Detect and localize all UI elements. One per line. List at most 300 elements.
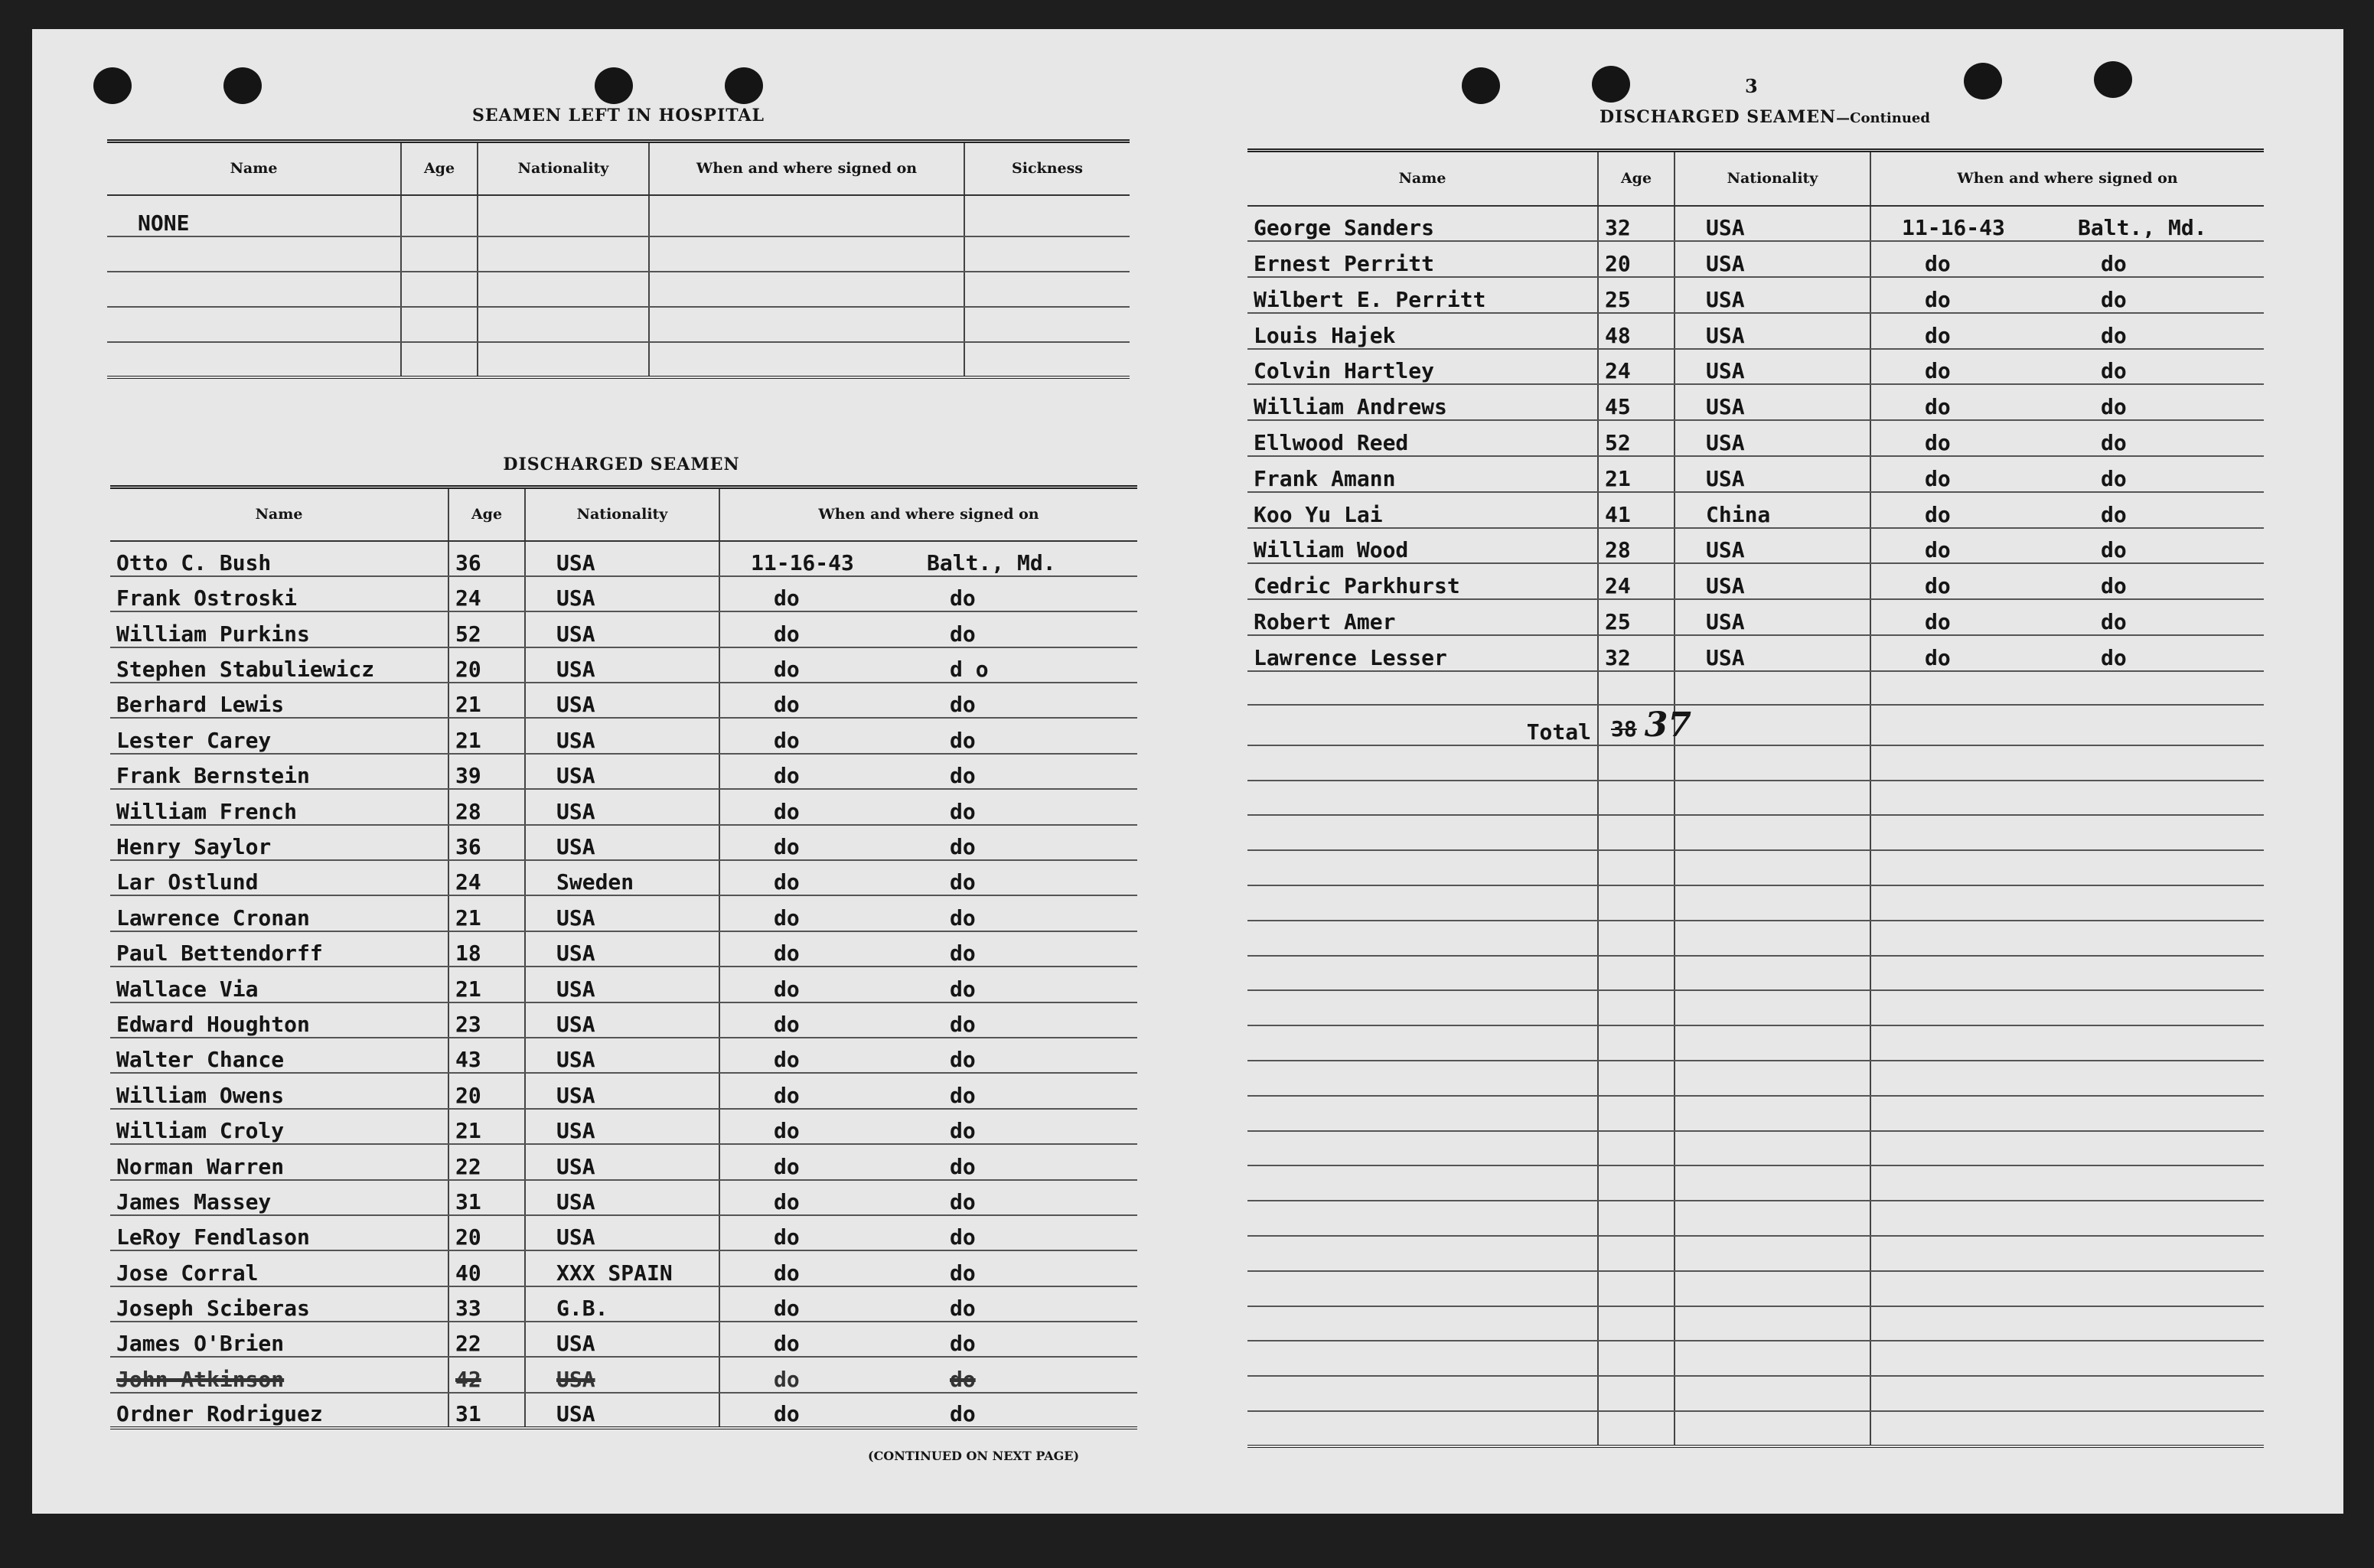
total-struck-value: 38	[1611, 716, 1637, 742]
col-header-signed-on: When and where signed on	[649, 142, 964, 195]
signed-date: do	[774, 727, 800, 753]
seaman-name: Edward Houghton	[110, 1002, 448, 1038]
seaman-age: 42	[448, 1357, 525, 1392]
blank-row	[1247, 1165, 2264, 1201]
continued-section-title	[1251, 107, 2279, 127]
blank-row	[1247, 990, 2264, 1025]
signed-date: do	[774, 1401, 800, 1427]
seaman-name: Frank Bernstein	[110, 754, 448, 789]
table-row	[110, 1322, 1137, 1357]
signed-date: do	[1925, 609, 1951, 635]
seaman-signed-on	[719, 895, 1137, 931]
seaman-signed-on	[1870, 528, 2264, 564]
seaman-name: William Owens	[110, 1073, 448, 1108]
signed-date: do	[774, 940, 800, 967]
seaman-age: 40	[448, 1250, 525, 1286]
seaman-signed-on	[1870, 384, 2264, 420]
seaman-age: 24	[448, 576, 525, 611]
blank-row	[1247, 956, 2264, 991]
seaman-name: Wallace Via	[110, 967, 448, 1002]
col-header-sickness: Sickness	[964, 142, 1130, 195]
seaman-age: 18	[448, 931, 525, 967]
blank-row	[1247, 1376, 2264, 1411]
seaman-age: 32	[1598, 206, 1675, 242]
signed-date: do	[774, 798, 800, 824]
seaman-nationality: USA	[525, 683, 719, 718]
seaman-age: 21	[1598, 456, 1675, 492]
seaman-age: 48	[1598, 313, 1675, 349]
seaman-name: Joseph Sciberas	[110, 1286, 448, 1322]
signed-place: do	[2101, 322, 2127, 348]
col-header-name: Name	[1247, 151, 1598, 206]
signed-date: do	[774, 1366, 800, 1392]
seaman-age: 41	[1598, 492, 1675, 528]
seaman-age: 20	[448, 1215, 525, 1250]
signed-place: do	[950, 1260, 976, 1286]
seaman-nationality: USA	[1675, 599, 1870, 635]
signed-place: do	[950, 1401, 976, 1427]
seaman-name: William Andrews	[1247, 384, 1598, 420]
seaman-name: Paul Bettendorff	[110, 931, 448, 967]
seaman-signed-on	[719, 1038, 1137, 1073]
seaman-age: 21	[448, 1109, 525, 1144]
seaman-signed-on	[719, 611, 1137, 647]
signed-date: do	[1925, 537, 1951, 563]
seaman-nationality: USA	[1675, 277, 1870, 313]
signed-place: do	[950, 1118, 976, 1144]
table-row	[1247, 313, 2264, 349]
seaman-nationality: USA	[1675, 563, 1870, 599]
table-row	[110, 1144, 1137, 1179]
signed-place: do	[950, 585, 976, 611]
signed-place: do	[2101, 609, 2127, 635]
seaman-name: Jose Corral	[110, 1250, 448, 1286]
seaman-age: 45	[1598, 384, 1675, 420]
signed-date: do	[1925, 394, 1951, 420]
seaman-name: Wilbert E. Perritt	[1247, 277, 1598, 313]
signed-place: do	[950, 940, 976, 967]
table-row	[110, 860, 1137, 895]
seaman-age: 52	[448, 611, 525, 647]
seaman-signed-on	[1870, 456, 2264, 492]
seaman-nationality: USA	[525, 541, 719, 576]
seaman-nationality: USA	[1675, 241, 1870, 277]
seaman-name: John Atkinson	[110, 1357, 448, 1392]
signed-date: do	[774, 1011, 800, 1037]
seaman-nationality: USA	[525, 718, 719, 753]
blank-row	[1247, 1236, 2264, 1271]
signed-date: do	[1925, 644, 1951, 670]
table-row	[1247, 420, 2264, 456]
table-row	[1247, 599, 2264, 635]
seaman-name: Colvin Hartley	[1247, 349, 1598, 385]
seaman-signed-on	[1870, 277, 2264, 313]
signed-place: do	[2101, 251, 2127, 277]
seaman-nationality: USA	[525, 1109, 719, 1144]
signed-place: do	[2101, 644, 2127, 670]
seaman-nationality: XXX SPAIN	[525, 1250, 719, 1286]
signed-place: do	[2101, 573, 2127, 599]
table-row	[1247, 206, 2264, 242]
signed-place: do	[950, 1224, 976, 1250]
seaman-name: William Croly	[110, 1109, 448, 1144]
seaman-name: Berhard Lewis	[110, 683, 448, 718]
signed-place: do	[950, 1366, 976, 1392]
seaman-nationality: USA	[1675, 206, 1870, 242]
seaman-name: Cedric Parkhurst	[1247, 563, 1598, 599]
blank-row	[1247, 921, 2264, 956]
table-row	[110, 576, 1137, 611]
binder-hole	[1462, 67, 1500, 104]
signed-date: do	[774, 976, 800, 1002]
signed-place: do	[950, 621, 976, 647]
seaman-age: 21	[448, 895, 525, 931]
signed-date: do	[774, 692, 800, 718]
seaman-signed-on	[719, 1073, 1137, 1108]
signed-date: do	[774, 834, 800, 860]
table-row	[110, 825, 1137, 860]
blank-row	[1247, 1096, 2264, 1131]
signed-place: do	[950, 1011, 976, 1037]
signed-date: do	[1925, 251, 1951, 277]
seaman-age: 31	[448, 1393, 525, 1428]
total-row	[1247, 705, 2264, 745]
seaman-nationality: USA	[1675, 349, 1870, 385]
seaman-signed-on	[719, 1393, 1137, 1428]
page-number: 3	[1745, 75, 1758, 97]
seaman-nationality: USA	[1675, 528, 1870, 564]
seaman-signed-on	[719, 1144, 1137, 1179]
seaman-name: Koo Yu Lai	[1247, 492, 1598, 528]
signed-date: do	[774, 585, 800, 611]
seaman-age: 24	[1598, 349, 1675, 385]
seaman-age: 21	[448, 967, 525, 1002]
seaman-signed-on	[719, 1250, 1137, 1286]
seaman-signed-on	[1870, 563, 2264, 599]
signed-date: do	[1925, 573, 1951, 599]
seaman-name: Lawrence Lesser	[1247, 635, 1598, 671]
seaman-nationality: USA	[525, 895, 719, 931]
signed-date: do	[774, 1153, 800, 1179]
blank-row	[1247, 1061, 2264, 1096]
signed-place: do	[950, 1331, 976, 1357]
signed-place: do	[950, 1047, 976, 1073]
binder-hole	[725, 67, 763, 104]
table-row	[1247, 635, 2264, 671]
col-header-nationality: Nationality	[525, 487, 719, 541]
seaman-age: 28	[1598, 528, 1675, 564]
discharged-section-title: DISCHARGED SEAMEN	[503, 455, 740, 474]
seaman-nationality: USA	[525, 931, 719, 967]
col-header-name: Name	[110, 487, 448, 541]
signed-place: Balt., Md.	[927, 549, 1056, 575]
seaman-name: William Wood	[1247, 528, 1598, 564]
table-row	[110, 789, 1137, 824]
signed-date: do	[1925, 465, 1951, 491]
binder-hole	[1964, 63, 2002, 99]
table-row	[1247, 528, 2264, 564]
table-row	[110, 1109, 1137, 1144]
table-row	[1247, 277, 2264, 313]
continued-title-suffix: —Continued	[1836, 110, 1930, 126]
seaman-age: 32	[1598, 635, 1675, 671]
binder-hole	[223, 67, 262, 104]
signed-place: do	[950, 834, 976, 860]
seaman-signed-on	[719, 1322, 1137, 1357]
seaman-signed-on	[1870, 420, 2264, 456]
seaman-name: Louis Hajek	[1247, 313, 1598, 349]
signed-place: do	[950, 869, 976, 895]
blank-row	[1247, 1341, 2264, 1376]
signed-place: do	[950, 976, 976, 1002]
seaman-age: 22	[448, 1144, 525, 1179]
seaman-age: 21	[448, 718, 525, 753]
seaman-nationality: USA	[525, 1038, 719, 1073]
seaman-nationality: USA	[525, 1357, 719, 1392]
seaman-nationality: USA	[525, 1322, 719, 1357]
table-row	[1247, 456, 2264, 492]
seaman-nationality: USA	[525, 754, 719, 789]
seaman-age: 31	[448, 1180, 525, 1215]
seaman-signed-on	[719, 789, 1137, 824]
blank-row	[1247, 781, 2264, 816]
table-row	[110, 754, 1137, 789]
table-row	[110, 1357, 1137, 1392]
signed-place: do	[2101, 394, 2127, 420]
seaman-signed-on	[719, 1215, 1137, 1250]
seaman-age: 24	[448, 860, 525, 895]
table-row	[1247, 492, 2264, 528]
table-row	[1247, 241, 2264, 277]
signed-date: do	[1925, 322, 1951, 348]
table-row	[110, 895, 1137, 931]
col-header-age: Age	[401, 142, 478, 195]
seaman-signed-on	[719, 1357, 1137, 1392]
signed-date: do	[1925, 358, 1951, 384]
seaman-age: 28	[448, 789, 525, 824]
seaman-nationality: USA	[525, 1002, 719, 1038]
signed-date: do	[774, 1224, 800, 1250]
seaman-age: 21	[448, 683, 525, 718]
seaman-nationality: Sweden	[525, 860, 719, 895]
seaman-signed-on	[719, 825, 1137, 860]
table-row	[1247, 384, 2264, 420]
seaman-age: 20	[448, 647, 525, 683]
seaman-nationality: G.B.	[525, 1286, 719, 1322]
seaman-signed-on	[719, 647, 1137, 683]
signed-date: do	[774, 1118, 800, 1144]
table-row	[110, 683, 1137, 718]
continued-title-main: DISCHARGED SEAMEN	[1600, 107, 1837, 127]
seaman-name: Ordner Rodriguez	[110, 1393, 448, 1428]
seaman-age: 52	[1598, 420, 1675, 456]
signed-date: do	[774, 1260, 800, 1286]
seaman-name: Ellwood Reed	[1247, 420, 1598, 456]
seaman-age: 33	[448, 1286, 525, 1322]
signed-place: do	[2101, 501, 2127, 527]
seaman-name: Stephen Stabuliewicz	[110, 647, 448, 683]
signed-place: do	[950, 763, 976, 789]
table-row	[110, 718, 1137, 753]
seaman-age: 36	[448, 825, 525, 860]
seaman-signed-on	[719, 541, 1137, 576]
signed-date: 11-16-43	[1902, 215, 2005, 241]
blank-row	[1247, 1271, 2264, 1306]
seaman-name: Norman Warren	[110, 1144, 448, 1179]
signed-place: do	[950, 905, 976, 931]
signed-place: do	[950, 727, 976, 753]
signed-place: do	[2101, 358, 2127, 384]
table-row	[110, 1038, 1137, 1073]
seaman-signed-on	[719, 967, 1137, 1002]
seaman-name: LeRoy Fendlason	[110, 1215, 448, 1250]
signed-date: do	[1925, 286, 1951, 312]
blank-row	[1247, 850, 2264, 885]
seaman-age: 39	[448, 754, 525, 789]
seaman-name: Lar Ostlund	[110, 860, 448, 895]
seaman-name: William Purkins	[110, 611, 448, 647]
seaman-age: 36	[448, 541, 525, 576]
seaman-nationality: USA	[525, 1393, 719, 1428]
table-row	[110, 967, 1137, 1002]
table-row	[110, 1180, 1137, 1215]
table-row	[110, 647, 1137, 683]
seaman-name: Otto C. Bush	[110, 541, 448, 576]
signed-date: do	[774, 869, 800, 895]
col-header-signed-on: When and where signed on	[1870, 151, 2264, 206]
seaman-nationality: USA	[1675, 313, 1870, 349]
blank-row	[1247, 1411, 2264, 1446]
seaman-name: Walter Chance	[110, 1038, 448, 1073]
seaman-name: Frank Ostroski	[110, 576, 448, 611]
seaman-age: 24	[1598, 563, 1675, 599]
blank-row	[1247, 745, 2264, 781]
seaman-signed-on	[719, 931, 1137, 967]
signed-date: do	[774, 1047, 800, 1073]
signed-place: do	[950, 798, 976, 824]
table-row	[110, 1286, 1137, 1322]
seaman-age: 23	[448, 1002, 525, 1038]
seaman-nationality: China	[1675, 492, 1870, 528]
seaman-nationality: USA	[525, 1144, 719, 1179]
seaman-name: James O'Brien	[110, 1322, 448, 1357]
seaman-nationality: USA	[525, 789, 719, 824]
signed-date: 11-16-43	[751, 549, 854, 575]
signed-place: do	[950, 1296, 976, 1322]
seaman-nationality: USA	[1675, 384, 1870, 420]
seaman-name: Lawrence Cronan	[110, 895, 448, 931]
seaman-signed-on	[1870, 313, 2264, 349]
table-row	[110, 541, 1137, 576]
discharged-continued-table	[1247, 148, 2264, 1448]
signed-place: do	[950, 692, 976, 718]
signed-place: do	[950, 1153, 976, 1179]
col-header-nationality: Nationality	[1675, 151, 1870, 206]
blank-row	[1247, 815, 2264, 850]
seaman-nationality: USA	[525, 1215, 719, 1250]
table-row	[110, 1393, 1137, 1428]
table-row	[110, 931, 1137, 967]
seaman-signed-on	[1870, 241, 2264, 277]
signed-date: do	[774, 1082, 800, 1108]
seaman-nationality: USA	[525, 1073, 719, 1108]
blank-row	[1247, 1201, 2264, 1236]
total-value: 37	[1644, 705, 1691, 745]
signed-date: do	[774, 763, 800, 789]
seaman-signed-on	[1870, 349, 2264, 385]
signed-date: do	[1925, 430, 1951, 456]
seaman-name: Robert Amer	[1247, 599, 1598, 635]
blank-row	[1247, 1025, 2264, 1061]
seaman-nationality: USA	[525, 825, 719, 860]
seaman-signed-on	[1870, 599, 2264, 635]
binder-hole	[93, 67, 132, 104]
seaman-age: 43	[448, 1038, 525, 1073]
signed-place: Balt., Md.	[2078, 215, 2207, 241]
table-row	[110, 1073, 1137, 1108]
seaman-nationality: USA	[1675, 635, 1870, 671]
seaman-name: Frank Amann	[1247, 456, 1598, 492]
seaman-name: Ernest Perritt	[1247, 241, 1598, 277]
seaman-age: 25	[1598, 277, 1675, 313]
hospital-table	[107, 139, 1130, 379]
binder-hole	[1592, 66, 1630, 103]
hospital-section-title: SEAMEN LEFT IN HOSPITAL	[472, 106, 765, 126]
seaman-signed-on	[719, 718, 1137, 753]
signed-date: do	[1925, 501, 1951, 527]
seaman-nationality: USA	[525, 611, 719, 647]
signed-place: do	[2101, 537, 2127, 563]
seaman-name: William French	[110, 789, 448, 824]
binder-hole	[595, 67, 633, 104]
seaman-signed-on	[1870, 206, 2264, 242]
signed-date: do	[774, 905, 800, 931]
signed-place: do	[950, 1188, 976, 1214]
total-label: Total	[1526, 719, 1591, 745]
seaman-name: James Massey	[110, 1180, 448, 1215]
table-row	[1247, 349, 2264, 385]
seaman-signed-on	[719, 1286, 1137, 1322]
seaman-age: 20	[448, 1073, 525, 1108]
crew-list-sheet	[32, 29, 2343, 1514]
seaman-signed-on	[719, 683, 1137, 718]
signed-place: do	[950, 1082, 976, 1108]
blank-row	[1247, 671, 2264, 705]
col-header-name: Name	[107, 142, 401, 195]
seaman-signed-on	[719, 754, 1137, 789]
seaman-name: George Sanders	[1247, 206, 1598, 242]
seaman-age: 20	[1598, 241, 1675, 277]
seaman-name: Henry Saylor	[110, 825, 448, 860]
seaman-signed-on	[719, 860, 1137, 895]
table-row	[110, 1215, 1137, 1250]
seaman-nationality: USA	[1675, 420, 1870, 456]
seaman-nationality: USA	[525, 647, 719, 683]
signed-date: do	[774, 1331, 800, 1357]
signed-place: do	[2101, 465, 2127, 491]
signed-date: do	[774, 657, 800, 683]
continued-note: (CONTINUED ON NEXT PAGE)	[868, 1449, 1080, 1463]
col-header-age: Age	[1598, 151, 1675, 206]
seaman-signed-on	[719, 1109, 1137, 1144]
signed-date: do	[774, 621, 800, 647]
col-header-signed-on: When and where signed on	[719, 487, 1137, 541]
seaman-nationality: USA	[525, 1180, 719, 1215]
seaman-signed-on	[719, 1180, 1137, 1215]
seaman-age: 25	[1598, 599, 1675, 635]
signed-date: do	[774, 1188, 800, 1214]
table-row	[110, 611, 1137, 647]
